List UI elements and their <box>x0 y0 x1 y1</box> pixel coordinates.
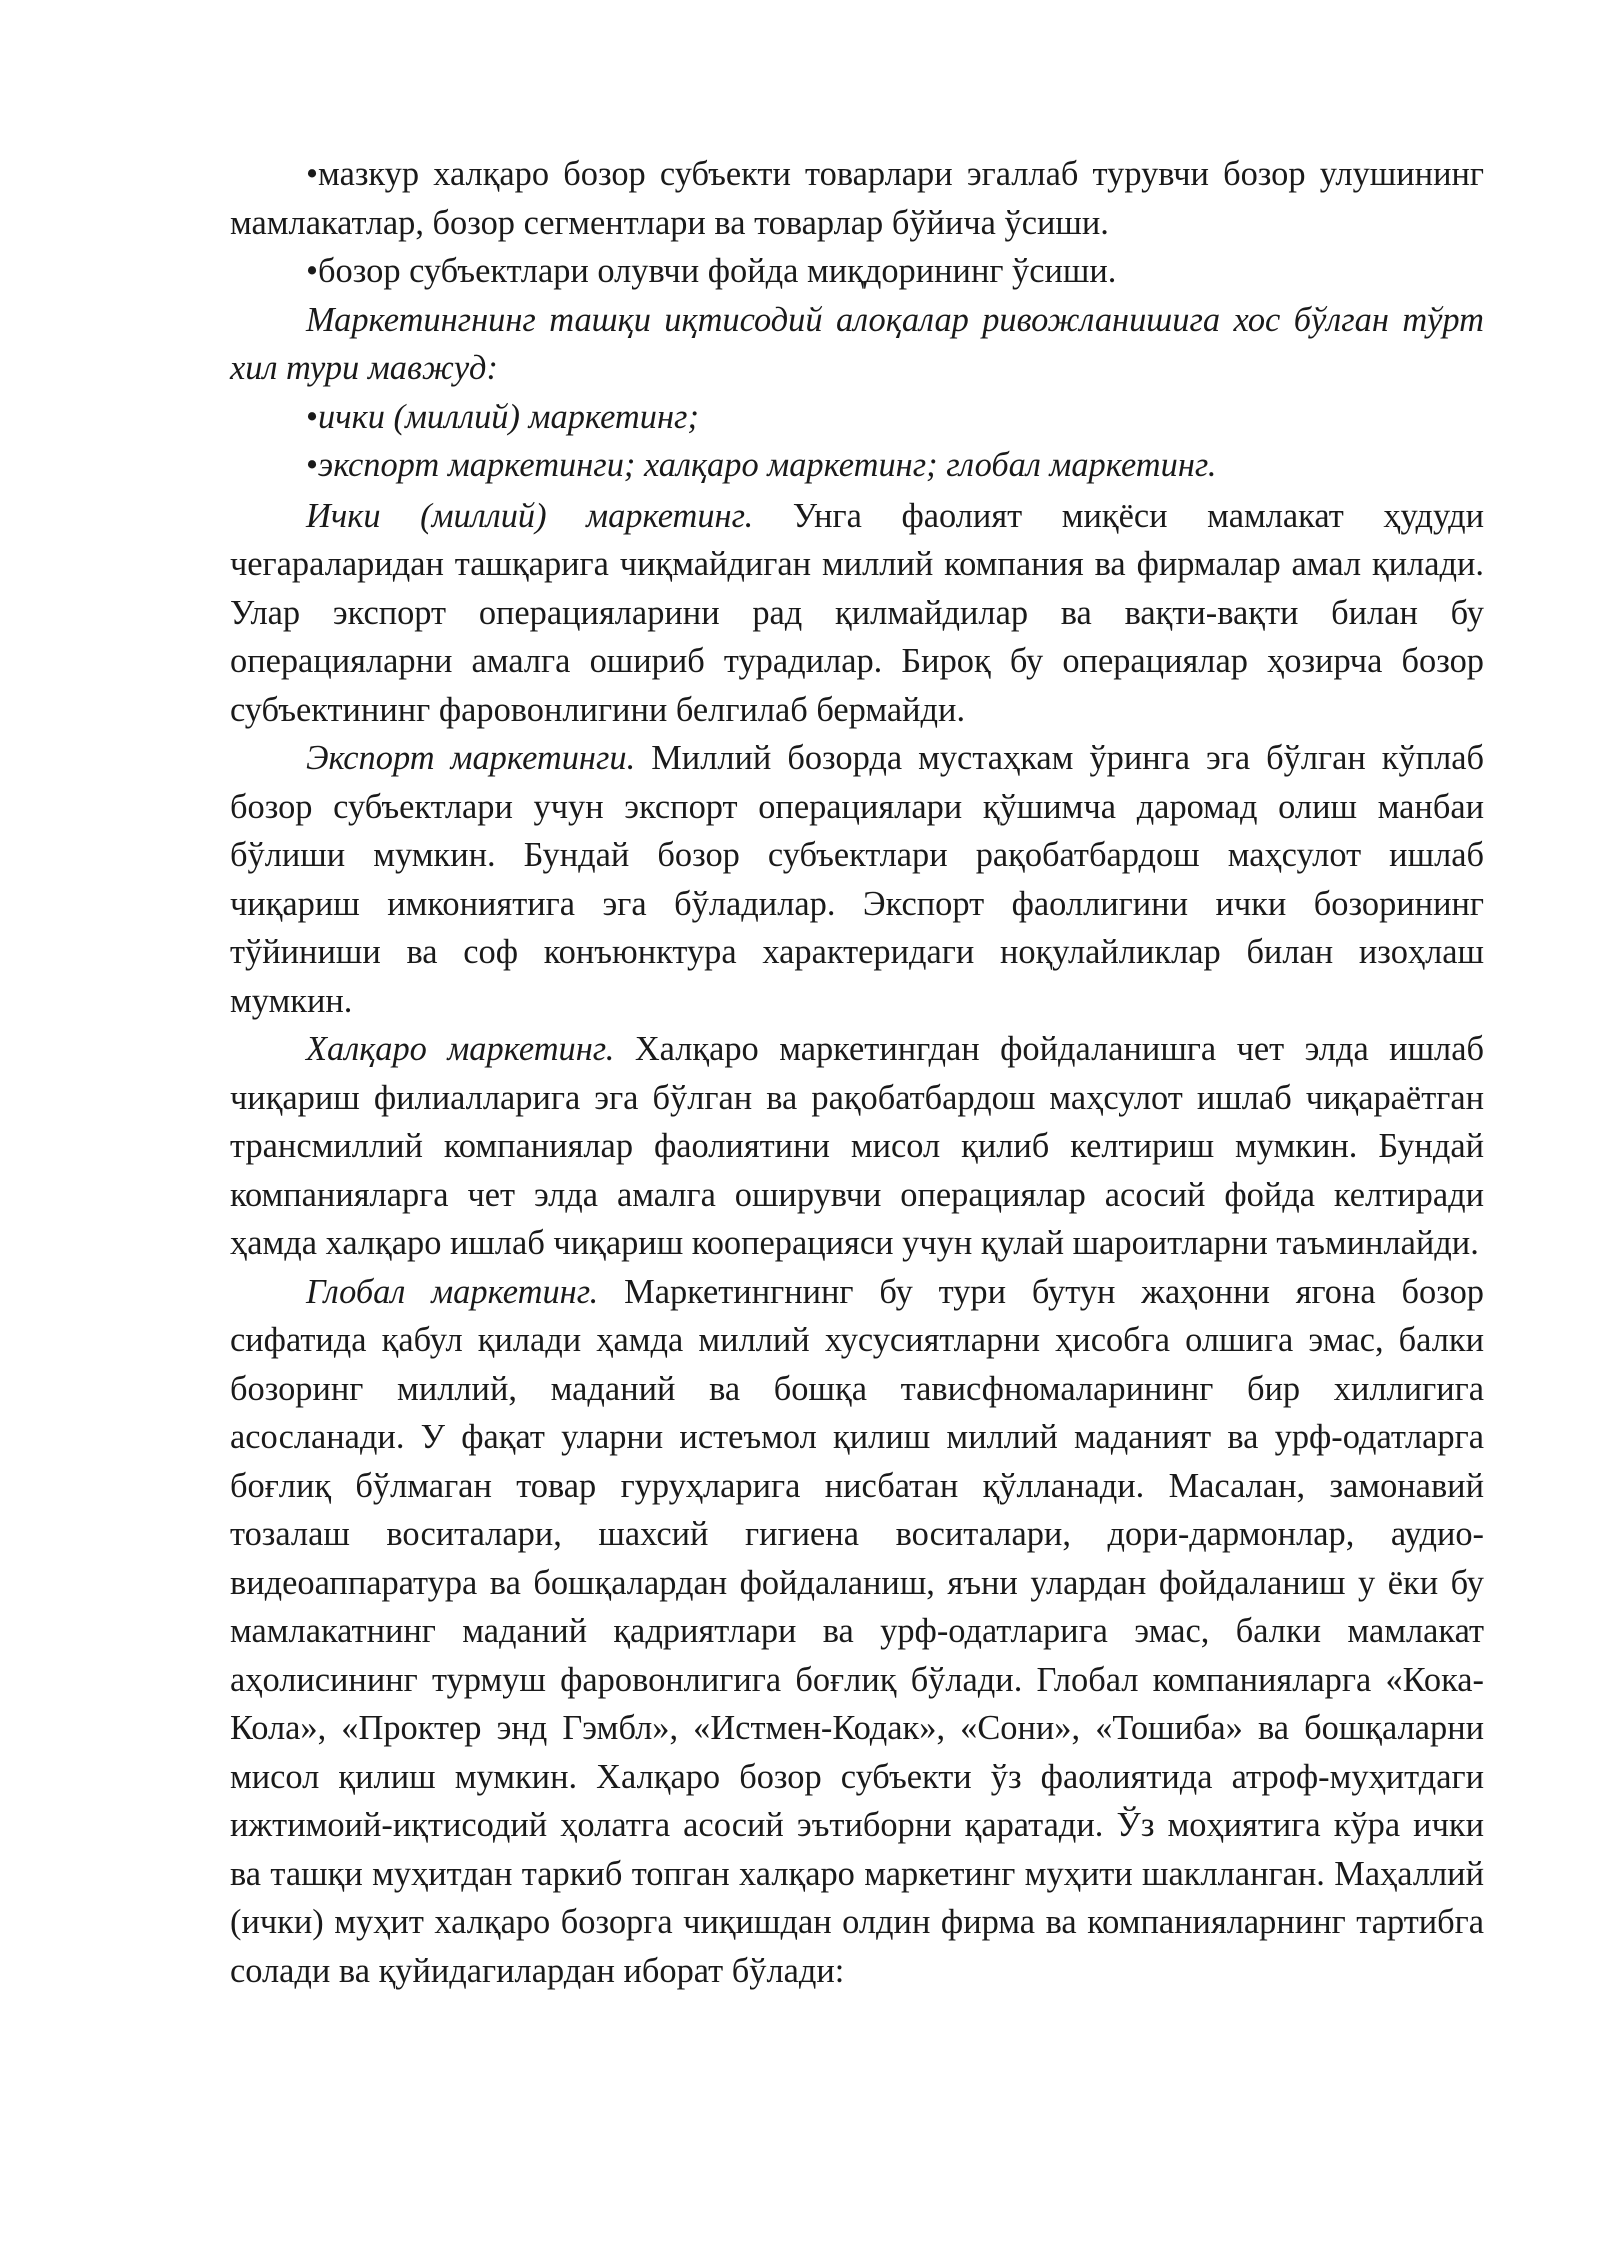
bullet-marker: • <box>306 446 319 484</box>
body-paragraph <box>230 734 1484 1025</box>
bullet-text: мазкур халқаро бозор субъекти товарлари эгаллаб турувчи бозор улушининг мамлакатлар, бозор сегментлари ва товарлар бўйича ўсиши. <box>230 155 1484 242</box>
bullet-paragraph <box>230 393 1484 442</box>
bullet-text: халқаро маркетинг; <box>643 446 938 484</box>
bullet-marker: • <box>306 252 319 290</box>
body-paragraph <box>230 1025 1484 1268</box>
paragraph-text: Унга фаолият миқёси мамлакат ҳудуди чегараларидан ташқарига чиқмайдиган миллий компания ва фирмалар амал қилади. Улар экспорт операцияларини рад қилмайдилар ва вақти-вақти билан бу операцияларни амалга ошириб турадилар. Бироқ бу операциялар ҳозирча бозор субъектининг фаровонлигини белгилаб бермайди. <box>230 496 1484 729</box>
paragraph-term: Экспорт маркетинги. <box>306 739 636 777</box>
bullet-text: глобал маркетинг. <box>946 446 1217 484</box>
document-page <box>230 150 1484 1995</box>
bullet-marker: • <box>306 155 319 193</box>
bullet-text: бозор субъектлари олувчи фойда миқдорининг ўсиши. <box>318 252 1117 290</box>
paragraph-term: Ички (миллий) маркетинг. <box>306 496 754 535</box>
body-paragraph <box>230 492 1484 735</box>
paragraph-term: Глобал маркетинг. <box>306 1272 599 1311</box>
bullet-paragraph <box>230 150 1484 247</box>
paragraph-term: Халқаро маркетинг. <box>306 1030 615 1068</box>
paragraph-text: Халқаро маркетингдан фойдаланишга чет элда ишлаб чиқариш филиалларига эга бўлган ва рақобатбардош маҳсулот ишлаб чиқараётган трансмиллий компаниялар фаолиятини мисол қилиб келтириш мумкин. Бундай компанияларга чет элда амалга оширувчи операциялар асосий фойда келтиради ҳамда халқаро ишлаб чиқариш кооперацияси учун қулай шароитларни таъминлайди. <box>230 1030 1484 1262</box>
bullet-paragraph <box>230 247 1484 296</box>
paragraph-text: Маркетингнинг бу тури бутун жаҳонни ягона бозор сифатида қабул қилади ҳамда миллий хусусиятларни ҳисобга олшига эмас, балки бозоринг миллий, маданий ва бошқа тависфномаларининг бир хиллигига асосланади. У фақат уларни истеъмол қилиш миллий маданият ва урф-одатларга боғлиқ бўлмаган товар гуруҳларига нисбатан қўлланади. Масалан, замонавий тозалаш воситалари, шахсий гигиена воситалари, дори-дармонлар, аудио-видеоаппаратура ва бошқалардан фойдаланиш, яъни улардан фойдаланиш у ёки бу мамлакатнинг маданий қадриятлари ва урф-одатларига эмас, балки мамлакат аҳолисининг турмуш фаровонлигига боғлиқ бўлади. Глобал компанияларга «Кока-Кола», «Проктер энд Гэмбл», «Истмен-Кодак», «Сони», «Тошиба» ва бошқаларни мисол қилиш мумкин. Халқаро бозор субъекти ўз фаолиятида атроф-муҳитдаги ижтимоий-иқтисодий ҳолатга асосий эътиборни қаратади. Ўз моҳиятига кўра ички ва ташқи муҳитдан таркиб топган халқаро маркетинг муҳити шаклланган. Маҳаллий (ички) муҳит халқаро бозорга чиқишдан олдин фирма ва компанияларнинг тартибга солади ва қуйидагилардан иборат бўлади: <box>230 1272 1484 1990</box>
bullet-text: экспорт маркетинги; <box>318 446 636 484</box>
body-paragraph <box>230 1268 1484 1996</box>
intro-paragraph: Маркетингнинг ташқи иқтисодий алоқалар ривожланишига хос бўлган тўрт хил тури мавжуд: <box>230 300 1484 387</box>
paragraph-text: Миллий бозорда мустаҳкам ўринга эга бўлган кўплаб бозор субъектлари учун экспорт операциялари қўшимча даромад олиш манбаи бўлиши мумкин. Бундай бозор субъектлари рақобатбардош маҳсулот ишлаб чиқариш имкониятига эга бўладилар. Экспорт фаоллигини ички бозорининг тўйиниши ва соф конъюнктура характеридаги ноқулайликлар билан изоҳлаш мумкин. <box>230 739 1484 1020</box>
bullet-text: ички (миллий) маркетинг; <box>318 397 699 436</box>
bullet-paragraph <box>230 441 1484 492</box>
bullet-marker: • <box>306 397 319 436</box>
